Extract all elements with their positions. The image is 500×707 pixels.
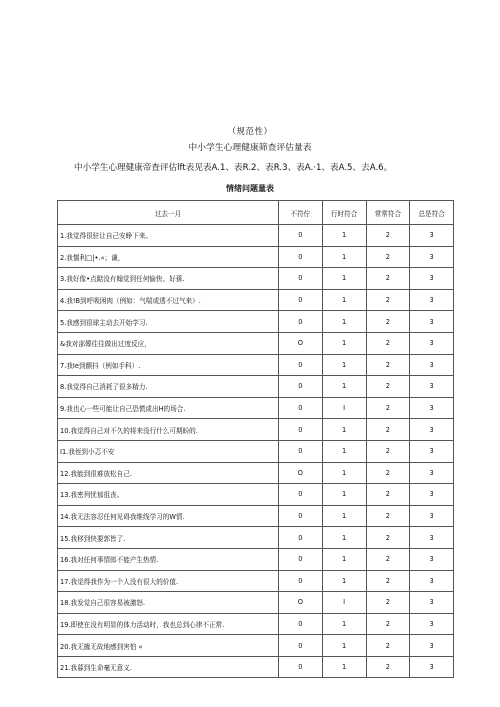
question-text: 12.我能到很难放松自己. bbox=[58, 462, 279, 484]
score-cell: 0 bbox=[279, 246, 323, 268]
score-cell: 1 bbox=[322, 635, 366, 657]
score-cell: 1 bbox=[322, 570, 366, 592]
score-cell: 3 bbox=[410, 354, 454, 376]
score-cell: 3 bbox=[410, 246, 454, 268]
score-cell: 1 bbox=[322, 656, 366, 678]
score-cell: 3 bbox=[410, 613, 454, 635]
score-cell: 1 bbox=[322, 484, 366, 506]
question-text: 14.我无法容忍任何见碍我维线学习的W情. bbox=[58, 505, 279, 527]
question-text: 17.我觉得我作为一个人没有很大的价值. bbox=[58, 570, 279, 592]
score-cell: 2 bbox=[366, 354, 410, 376]
score-cell: O bbox=[279, 332, 323, 354]
score-cell: 1 bbox=[322, 289, 366, 311]
question-text: 21.我暮到生命毫无意义. bbox=[58, 656, 279, 678]
question-text: 3.我好像•点踮没有翰觉到任何愉快、好孫. bbox=[58, 268, 279, 290]
question-text: 18.我发觉自己很容易被激怒. bbox=[58, 592, 279, 614]
score-cell: 2 bbox=[366, 635, 410, 657]
table-row bbox=[58, 548, 454, 570]
question-text: 5.我感到很球主动去开始学习. bbox=[58, 311, 279, 333]
score-cell: 3 bbox=[410, 440, 454, 462]
score-cell: 0 bbox=[279, 311, 323, 333]
table-row bbox=[58, 246, 454, 268]
score-cell: 3 bbox=[410, 462, 454, 484]
score-cell: 0 bbox=[279, 397, 323, 419]
score-cell: 0 bbox=[279, 656, 323, 678]
table-row bbox=[58, 527, 454, 549]
score-cell: I bbox=[322, 592, 366, 614]
table-header-row bbox=[58, 201, 454, 225]
score-cell: 3 bbox=[410, 635, 454, 657]
score-cell: 2 bbox=[366, 246, 410, 268]
question-text: 1.我觉得很驻让自己安睁下来。 bbox=[58, 225, 279, 247]
question-text: 4.我!B到呼吸困肉（例如：气喘或透不过气来）. bbox=[58, 289, 279, 311]
question-text: I1.我侄到小忑不安 bbox=[58, 440, 279, 462]
score-cell: 3 bbox=[410, 505, 454, 527]
score-cell: 2 bbox=[366, 397, 410, 419]
question-text: 9.我也心一些可能让自己恐慌或出H的场合. bbox=[58, 397, 279, 419]
table-row bbox=[58, 311, 454, 333]
table-body bbox=[58, 225, 454, 678]
score-cell: 0 bbox=[279, 527, 323, 549]
score-cell: 3 bbox=[410, 656, 454, 678]
score-cell: 2 bbox=[366, 527, 410, 549]
score-cell: 3 bbox=[410, 592, 454, 614]
table-row bbox=[58, 397, 454, 419]
column-header-often: 常常符合 bbox=[366, 201, 410, 225]
table-row bbox=[58, 592, 454, 614]
table-row bbox=[58, 376, 454, 398]
heading-block bbox=[0, 126, 500, 155]
score-cell: 0 bbox=[279, 376, 323, 398]
score-cell: 0 bbox=[279, 505, 323, 527]
score-cell: 3 bbox=[410, 527, 454, 549]
score-cell: 1 bbox=[322, 311, 366, 333]
score-cell: 3 bbox=[410, 225, 454, 247]
score-cell: 1 bbox=[322, 440, 366, 462]
table-row bbox=[58, 289, 454, 311]
score-cell: 1 bbox=[322, 332, 366, 354]
emotion-scale-table bbox=[57, 200, 454, 678]
score-cell: 2 bbox=[366, 225, 410, 247]
question-text: &我对邵傳往往做出过度反应， bbox=[58, 332, 279, 354]
score-cell: 1 bbox=[322, 419, 366, 441]
score-cell: 3 bbox=[410, 289, 454, 311]
column-header-always: 总是符合 bbox=[410, 201, 454, 225]
score-cell: 3 bbox=[410, 419, 454, 441]
score-cell: 2 bbox=[366, 613, 410, 635]
score-cell: 2 bbox=[366, 505, 410, 527]
score-cell: 2 bbox=[366, 268, 410, 290]
intro-text: 中小学生心理健康帝査评估lft表见表A.1、表R.2、表R.3、表A.·1、表A.5、去A.6。 bbox=[74, 163, 393, 173]
score-cell: 3 bbox=[410, 484, 454, 506]
column-header-never: 不符佇 bbox=[279, 201, 323, 225]
table-row bbox=[58, 484, 454, 506]
score-cell: 0 bbox=[279, 354, 323, 376]
question-text: 2.我懦利□|•.«；谦， bbox=[58, 246, 279, 268]
score-cell: 1 bbox=[322, 462, 366, 484]
score-cell: 1 bbox=[322, 268, 366, 290]
score-cell: 1 bbox=[322, 527, 366, 549]
table-row bbox=[58, 505, 454, 527]
score-cell: 2 bbox=[366, 462, 410, 484]
score-cell: I bbox=[322, 397, 366, 419]
score-cell: 2 bbox=[366, 376, 410, 398]
table-row bbox=[58, 570, 454, 592]
score-cell: 0 bbox=[279, 289, 323, 311]
score-cell: 0 bbox=[279, 419, 323, 441]
table-row bbox=[58, 354, 454, 376]
score-cell: 1 bbox=[322, 548, 366, 570]
score-cell: 2 bbox=[366, 289, 410, 311]
score-cell: 3 bbox=[410, 268, 454, 290]
score-cell: 1 bbox=[322, 505, 366, 527]
score-cell: 0 bbox=[279, 440, 323, 462]
score-cell: 0 bbox=[279, 613, 323, 635]
question-text: 13.我密列忧郁徂丧。 bbox=[58, 484, 279, 506]
table-row bbox=[58, 613, 454, 635]
score-cell: 0 bbox=[279, 484, 323, 506]
score-cell: 3 bbox=[410, 332, 454, 354]
column-header-sometimes: 行时符合 bbox=[322, 201, 366, 225]
column-header-item: 过去一月 bbox=[58, 201, 279, 225]
score-cell: 2 bbox=[366, 570, 410, 592]
score-cell: 0 bbox=[279, 225, 323, 247]
score-cell: 2 bbox=[366, 440, 410, 462]
score-cell: 0 bbox=[279, 635, 323, 657]
score-cell: 2 bbox=[366, 656, 410, 678]
normative-note: （规范性） bbox=[227, 127, 273, 137]
score-cell: 3 bbox=[410, 397, 454, 419]
score-cell: 3 bbox=[410, 311, 454, 333]
table-row bbox=[58, 656, 454, 678]
score-cell: 0 bbox=[279, 548, 323, 570]
question-text: 19.即使在没有明显的体力活动时，我也总到心律不正常. bbox=[58, 613, 279, 635]
score-cell: 1 bbox=[322, 376, 366, 398]
document-title: 中小学生心理健康筛查评估量表 bbox=[188, 143, 312, 153]
score-cell: 3 bbox=[410, 570, 454, 592]
question-text: 15.我移到快要郭皆了. bbox=[58, 527, 279, 549]
question-text: 16.我对任何事情郎不能产生热情. bbox=[58, 548, 279, 570]
score-cell: 2 bbox=[366, 332, 410, 354]
score-cell: 1 bbox=[322, 246, 366, 268]
score-cell: 1 bbox=[322, 354, 366, 376]
score-cell: 3 bbox=[410, 548, 454, 570]
score-cell: 0 bbox=[279, 268, 323, 290]
score-cell: 1 bbox=[322, 613, 366, 635]
table-row bbox=[58, 268, 454, 290]
table-row bbox=[58, 332, 454, 354]
question-text: 10.我觉得自己对不久的将来没行什么可期盼的. bbox=[58, 419, 279, 441]
score-cell: O bbox=[279, 462, 323, 484]
score-cell: 1 bbox=[322, 225, 366, 247]
score-cell: O bbox=[279, 592, 323, 614]
table-row bbox=[58, 225, 454, 247]
question-text: 8.我觉得自己消耗了很多精力. bbox=[58, 376, 279, 398]
score-cell: 0 bbox=[279, 570, 323, 592]
question-text: 20.我无據无故地感到害怕 « bbox=[58, 635, 279, 657]
score-cell: 2 bbox=[366, 419, 410, 441]
table-row bbox=[58, 635, 454, 657]
score-cell: 2 bbox=[366, 592, 410, 614]
question-text: 7.我Ie到颤抖（例如手科）. bbox=[58, 354, 279, 376]
score-cell: 2 bbox=[366, 548, 410, 570]
score-cell: 3 bbox=[410, 376, 454, 398]
score-cell: 2 bbox=[366, 484, 410, 506]
table-title: 情绪问题量表 bbox=[226, 184, 274, 193]
table-row bbox=[58, 462, 454, 484]
table-row bbox=[58, 419, 454, 441]
table-row bbox=[58, 440, 454, 462]
score-cell: 2 bbox=[366, 311, 410, 333]
